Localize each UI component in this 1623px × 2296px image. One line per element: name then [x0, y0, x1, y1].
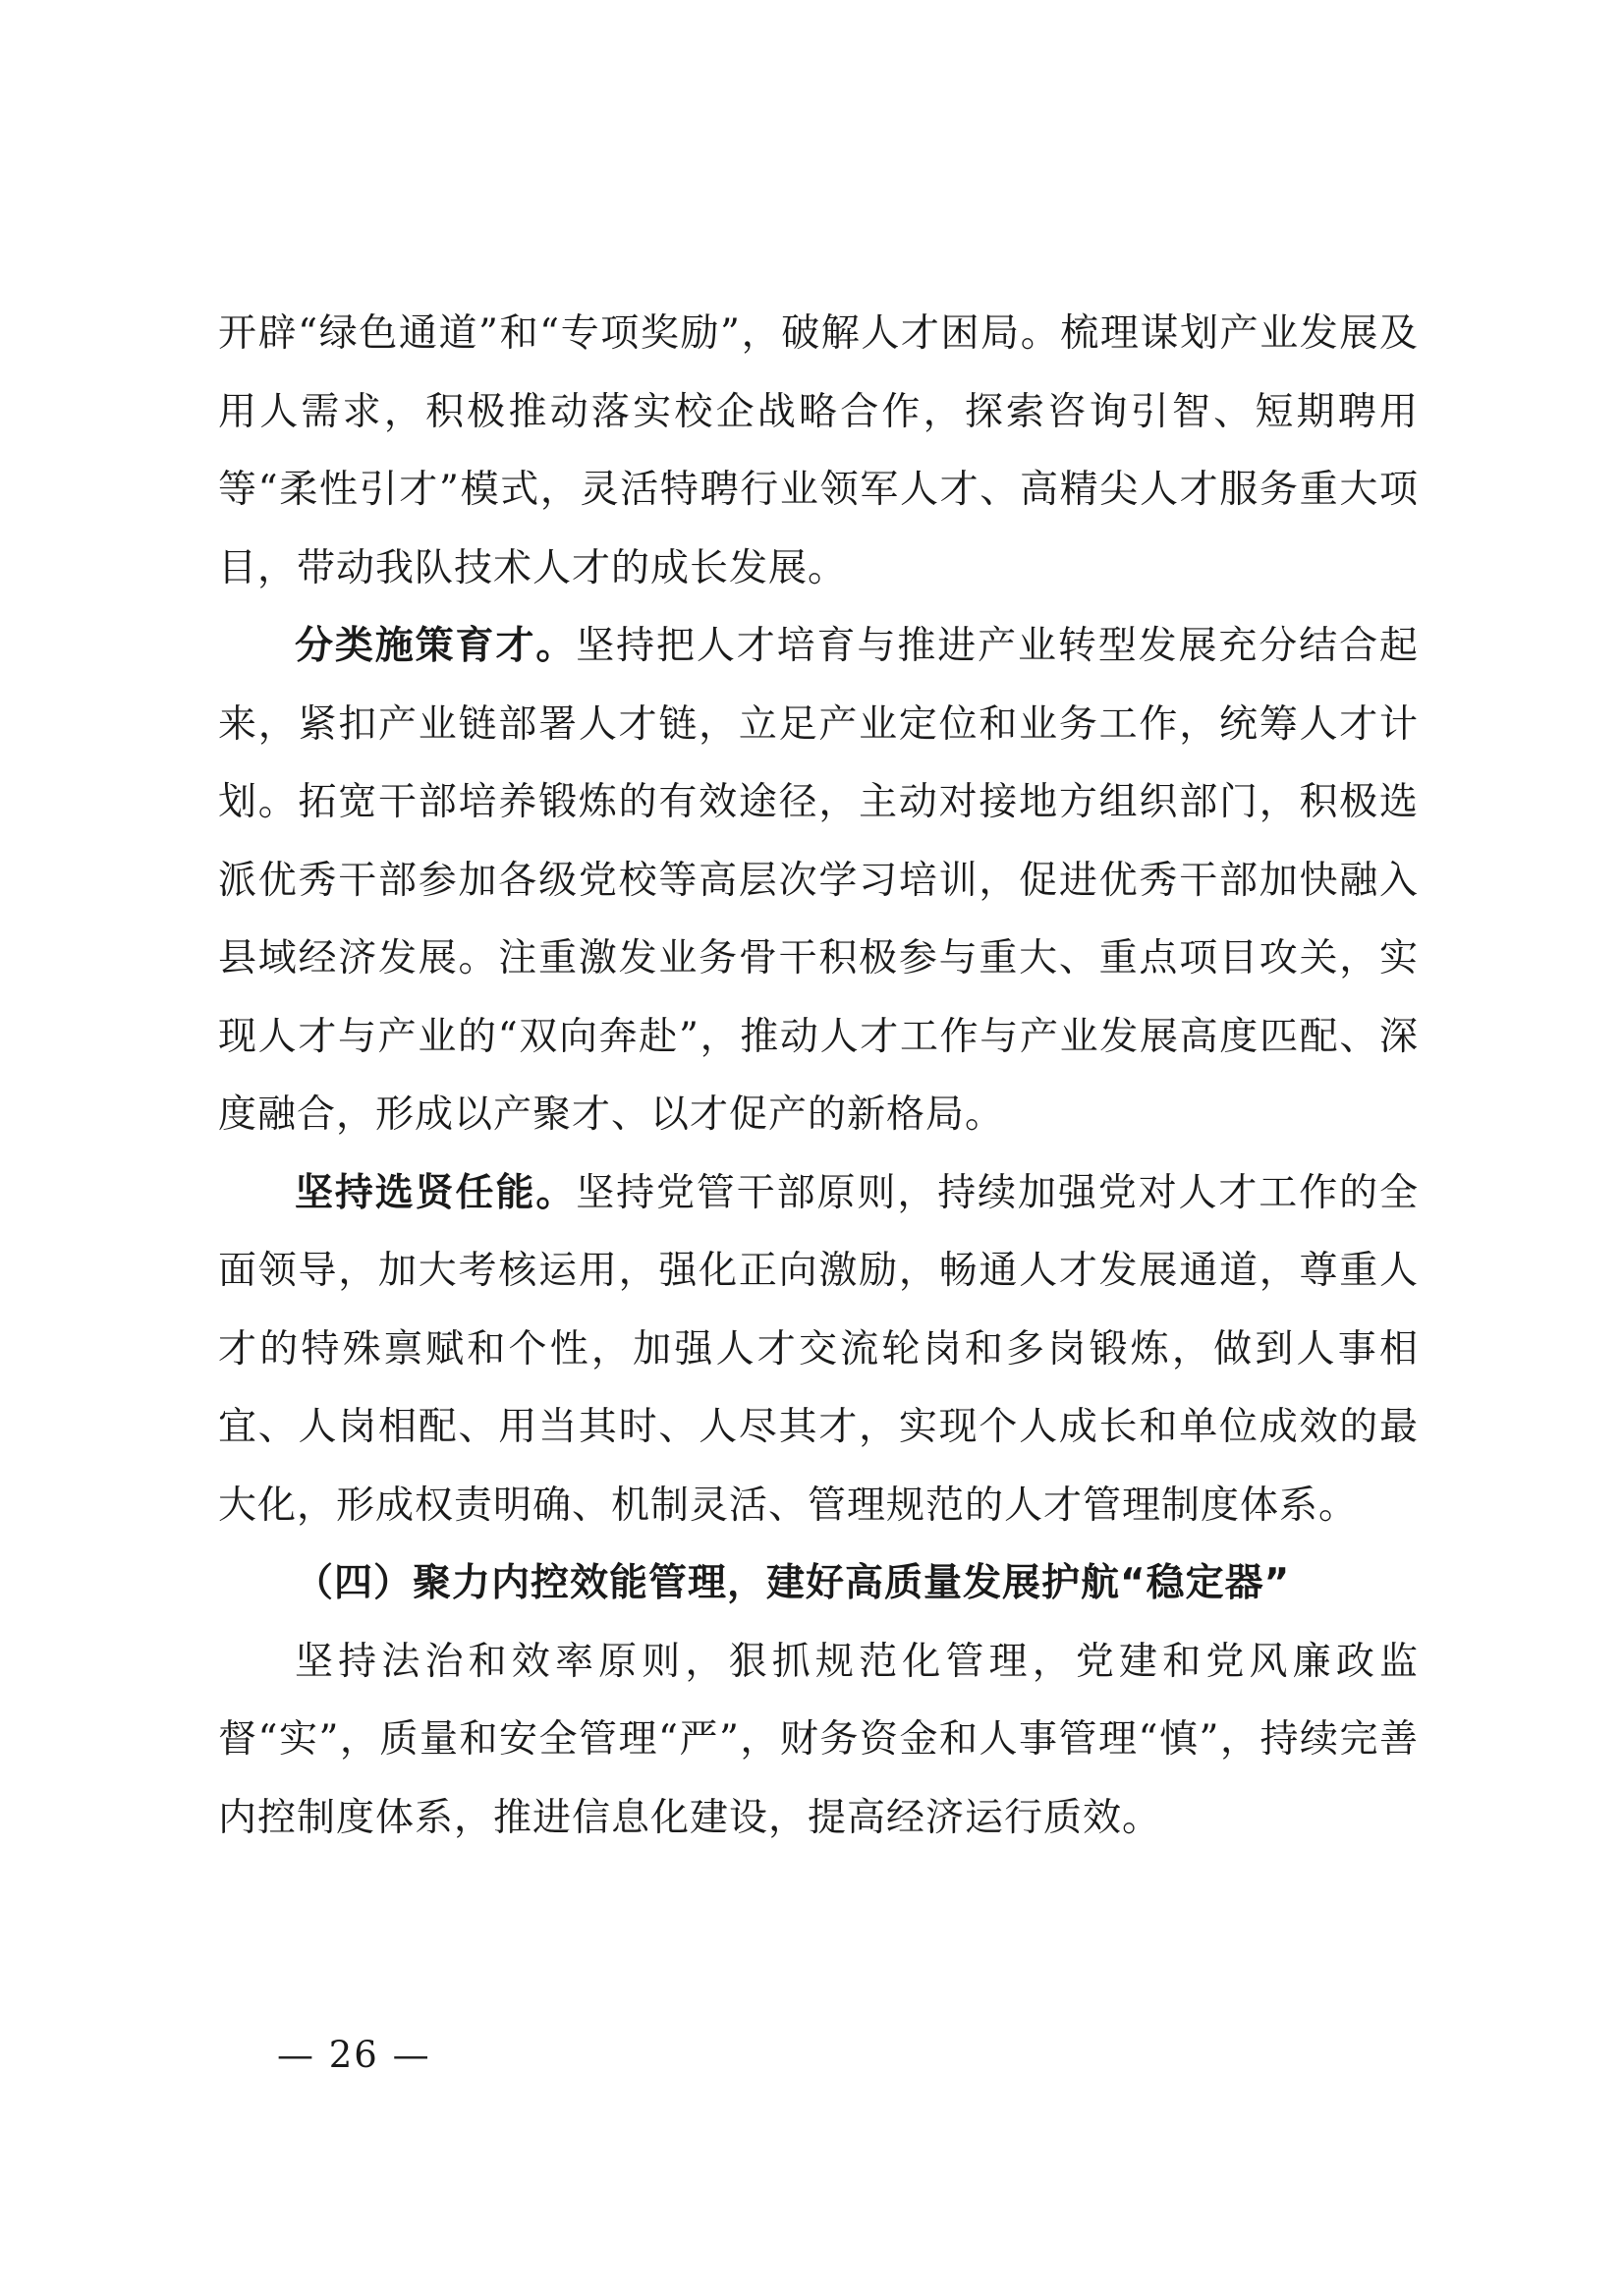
paragraph-internal-control: 坚持法治和效率原则，狠抓规范化管理，党建和党风廉政监督“实”，质量和安全管理“严”，财务资金和人事管理“慎”，持续完善内控制度体系，推进信息化建设，提高经济运行质效。 — [218, 1639, 1419, 1840]
paragraph-text: 坚持党管干部原则，持续加强党对人才工作的全面领导，加大考核运用，强化正向激励，畅通人才发展通道，尊重人才的特殊禀赋和个性，加强人才交流轮岗和多岗锻炼，做到人事相宜、人岗相配、用当其时、人尽其才，实现个人成长和单位成效的最大化，形成权责明确、机制灵活、管理规范的人才管理制度体系。 — [218, 1170, 1419, 1528]
paragraph-lead: 坚持选贤任能。 — [295, 1169, 577, 1215]
paragraph-talent-cultivation — [218, 607, 1419, 1154]
paragraph-text: 开辟“绿色通道”和“专项奖励”，破解人才困局。梳理谋划产业发展及用人需求，积极推动落实校企战略合作，探索咨询引智、短期聘用等“柔性引才”模式，灵活特聘行业领军人才、高精尖人才服务重大项目，带动我队技术人才的成长发展。 — [218, 311, 1419, 590]
paragraph-text: 坚持把人才培育与推进产业转型发展充分结合起来，紧扣产业链部署人才链，立足产业定位和业务工作，统筹人才计划。拓宽干部培养锻炼的有效途径，主动对接地方组织部门，积极选派优秀干部参加各级党校等高层次学习培训，促进优秀干部加快融入县域经济发展。注重激发业务骨干积极参与重大、重点项目攻关，实现人才与产业的“双向奔赴”，推动人才工作与产业发展高度匹配、深度融合，形成以产聚才、以才促产的新格局。 — [218, 624, 1419, 1137]
page-number: — 26 — — [277, 2034, 431, 2076]
paragraph-lead: 分类施策育才。 — [295, 623, 577, 668]
paragraph-green-channel — [218, 295, 1419, 607]
document-body — [218, 295, 1419, 1857]
section-heading: （四）聚力内控效能管理，建好高质量发展护航“稳定器” — [295, 1561, 1291, 1605]
paragraph-talent-selection — [218, 1154, 1419, 1545]
